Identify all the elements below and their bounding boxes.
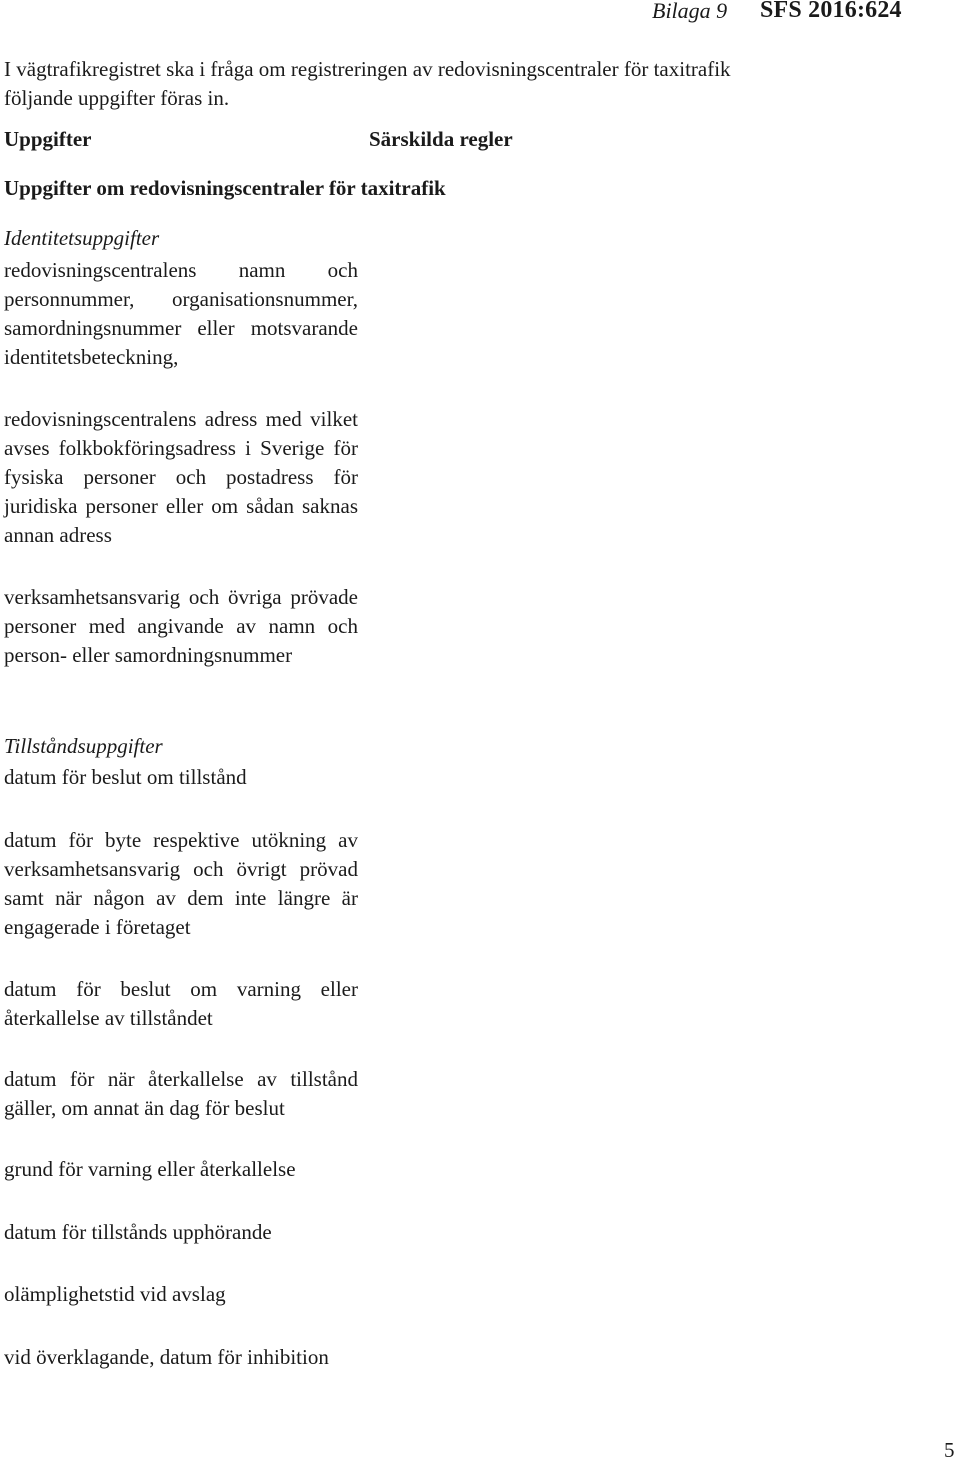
column-heading-uppgifter: Uppgifter <box>4 127 92 151</box>
tillstand-heading: Tillståndsuppgifter <box>4 734 163 758</box>
identitet-heading: Identitetsuppgifter <box>4 226 160 250</box>
header-bilaga: Bilaga 9 <box>652 0 728 23</box>
page-number: 5 <box>944 1438 955 1462</box>
tillstand-item: datum för beslut om varning eller återkallelse av tillståndet <box>4 977 358 1030</box>
identitet-item: redovisningscentralens namn och personnummer, organisationsnummer, samordningsnummer eller motsvarande identitetsbeteckning, <box>4 258 358 369</box>
tillstand-item: datum för beslut om tillstånd <box>4 765 247 789</box>
tillstand-item: vid överklagande, datum för inhibition <box>4 1345 329 1369</box>
tillstand-item: datum för byte respektive utökning av verksamhetsansvarig och övrigt prövad samt när någon av dem inte längre är engagerade i företaget <box>4 828 358 939</box>
column-heading-sarskilda-regler: Särskilda regler <box>369 127 513 151</box>
tillstand-item: grund för varning eller återkallelse <box>4 1157 296 1181</box>
tillstand-item: olämplighetstid vid avslag <box>4 1282 226 1306</box>
tillstand-item: datum för när återkallelse av tillstånd gäller, om annat än dag för beslut <box>4 1067 358 1120</box>
tillstand-item: datum för tillstånds upphörande <box>4 1220 272 1244</box>
section-title: Uppgifter om redovisningscentraler för taxitrafik <box>4 176 446 200</box>
header-sfs-number: SFS 2016:624 <box>760 0 902 23</box>
identitet-item: verksamhetsansvarig och övriga prövade personer med angivande av namn och person- eller samordningsnummer <box>4 585 358 667</box>
intro-paragraph: I vägtrafikregistret ska i fråga om registreringen av redovisningscentraler för taxitrafik följande uppgifter föras in. <box>4 57 731 110</box>
identitet-item: redovisningscentralens adress med vilket avses folkbokföringsadress i Sverige för fysiska personer och postadress för juridiska personer eller om sådan saknas annan adress <box>4 407 358 547</box>
